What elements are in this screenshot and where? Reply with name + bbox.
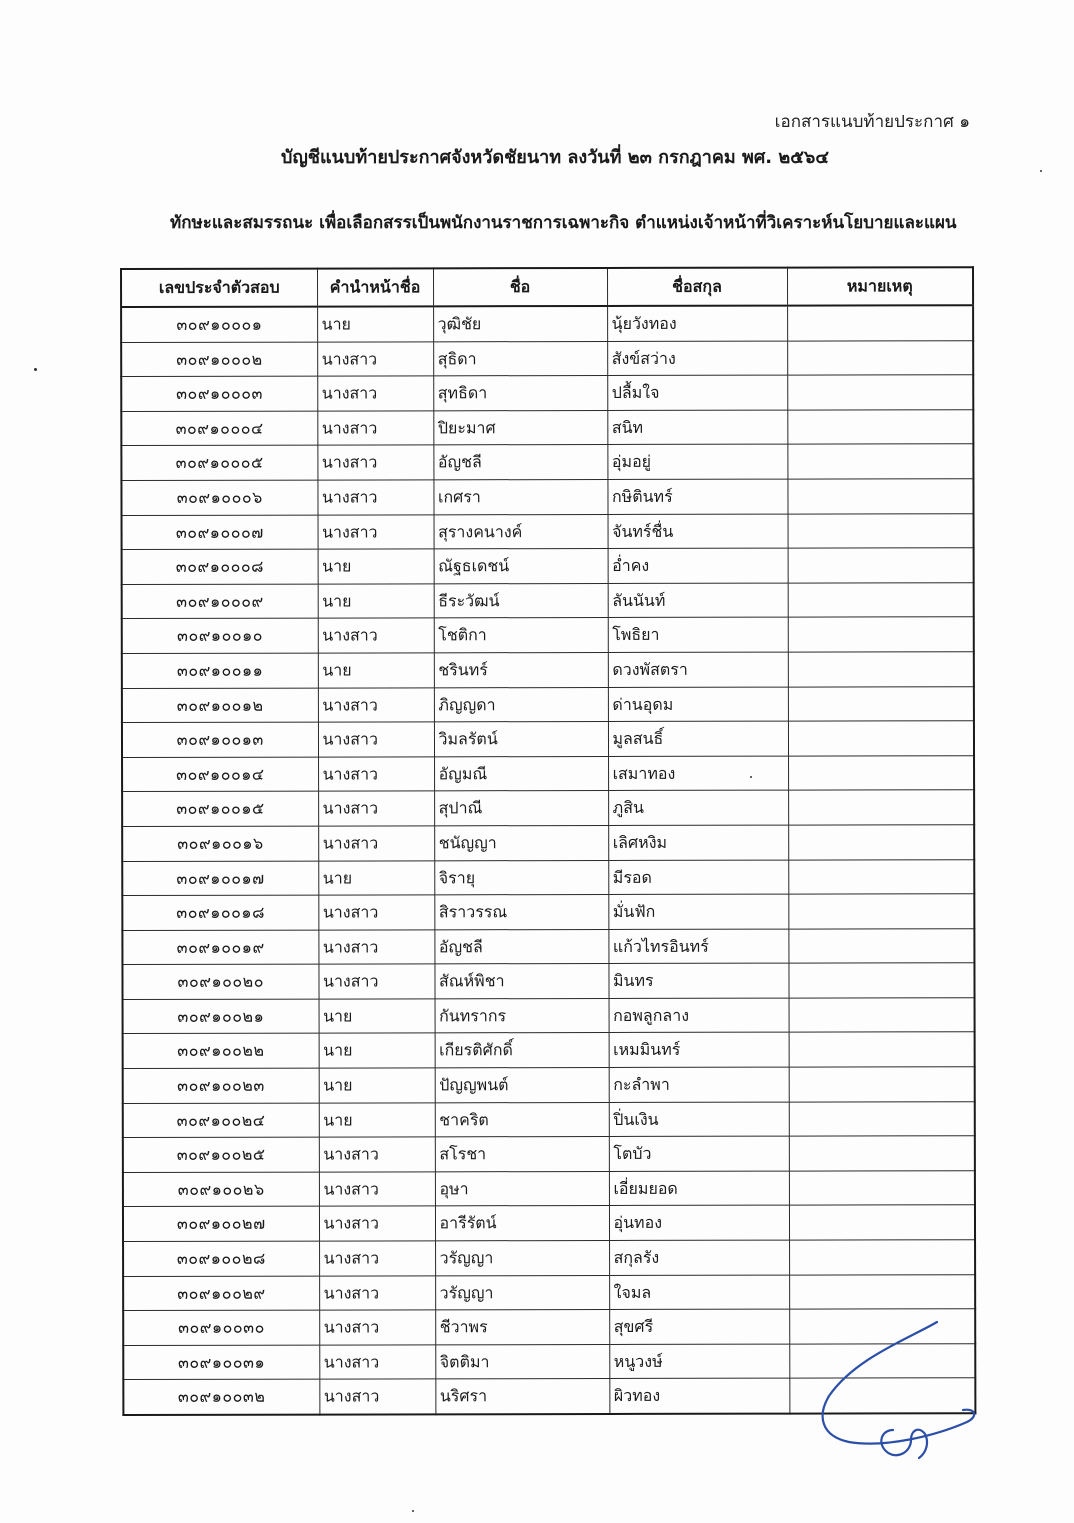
first-name-cell: เกียรติศักดิ์ xyxy=(435,1033,609,1068)
first-name-cell: วิมลรัตน์ xyxy=(434,722,608,757)
first-name-cell: ปิยะมาศ xyxy=(433,410,607,445)
remark-cell xyxy=(789,1136,975,1171)
prefix-cell: นางสาว xyxy=(317,376,433,411)
prefix-cell: นางสาว xyxy=(318,514,434,549)
candidate-table xyxy=(120,266,976,1416)
prefix-cell: นางสาว xyxy=(319,1275,435,1310)
prefix-cell: นางสาว xyxy=(319,1310,435,1345)
first-name-cell: ชาคริต xyxy=(435,1102,609,1137)
last-name-cell: โตบัว xyxy=(609,1136,789,1171)
first-name-cell: จิรายุ xyxy=(434,860,608,895)
exam-id-cell: ๓๐๙๑๐๐๒๗ xyxy=(123,1207,319,1242)
table-row xyxy=(122,825,974,861)
first-name-cell: วรัญญา xyxy=(435,1241,609,1276)
first-name-cell: สัณห์พิชา xyxy=(434,964,608,999)
prefix-cell: นาย xyxy=(319,1102,435,1137)
first-name-cell: วุฒิชัย xyxy=(433,306,607,341)
first-name-cell: สุปาณี xyxy=(434,791,608,826)
remark-cell xyxy=(788,617,974,652)
table-row xyxy=(122,721,974,757)
remark-cell xyxy=(788,963,974,998)
remark-cell xyxy=(788,928,974,963)
exam-id-cell: ๓๐๙๑๐๐๒๔ xyxy=(123,1103,319,1138)
table-row xyxy=(122,582,974,618)
prefix-cell: นางสาว xyxy=(318,791,434,826)
prefix-cell: นางสาว xyxy=(318,722,434,757)
remark-cell xyxy=(789,1101,975,1136)
remark-cell xyxy=(788,755,974,790)
first-name-cell: ธีระวัฒน์ xyxy=(434,583,608,618)
attachment-label: เอกสารแนบท้ายประกาศ ๑ xyxy=(774,112,970,132)
last-name-cell: ผิวทอง xyxy=(609,1379,789,1414)
document-title: บัญชีแนบท้ายประกาศจังหวัดชัยนาท ลงวันที่ ๒๓ กรกฎาคม พศ. ๒๕๖๔ xyxy=(281,147,829,168)
table-row xyxy=(121,340,973,376)
prefix-cell: นางสาว xyxy=(318,964,434,999)
table-row xyxy=(123,1067,975,1103)
table-row xyxy=(121,444,973,480)
exam-id-cell: ๓๐๙๑๐๐๑๓ xyxy=(122,722,318,757)
prefix-cell: นางสาว xyxy=(319,1345,435,1380)
last-name-cell: กษิตินทร์ xyxy=(607,479,787,514)
prefix-cell: นาย xyxy=(317,306,433,341)
remark-cell xyxy=(787,409,973,444)
first-name-cell: เกศรา xyxy=(433,479,607,514)
table-row xyxy=(122,928,974,964)
exam-id-cell: ๓๐๙๑๐๐๒๓ xyxy=(123,1068,319,1103)
first-name-cell: ปัญญพนต์ xyxy=(435,1068,609,1103)
table-row xyxy=(122,652,974,688)
table-row xyxy=(121,305,973,342)
table-row xyxy=(123,1274,975,1310)
last-name-cell: เลิศหงิม xyxy=(608,825,788,860)
last-name-cell: มินทร xyxy=(608,963,788,998)
exam-id-cell: ๓๐๙๑๐๐๑๙ xyxy=(122,930,318,965)
exam-id-cell: ๓๐๙๑๐๐๐๔ xyxy=(121,411,317,446)
first-name-cell: อุษา xyxy=(435,1171,609,1206)
prefix-cell: นาย xyxy=(318,584,434,619)
prefix-cell: นางสาว xyxy=(318,826,434,861)
first-name-cell: สุรางคนางค์ xyxy=(434,514,608,549)
first-name-cell: สิราวรรณ xyxy=(434,895,608,930)
candidate-table-wrapper xyxy=(120,266,974,1416)
remark-cell xyxy=(788,686,974,721)
prefix-cell: นางสาว xyxy=(319,1379,435,1414)
remark-cell xyxy=(788,582,974,617)
table-row xyxy=(123,1101,975,1137)
table-row xyxy=(123,1240,975,1276)
first-name-cell: ภิญญดา xyxy=(434,687,608,722)
first-name-cell: สุธิดา xyxy=(433,341,607,376)
table-row xyxy=(122,686,974,722)
scan-speck xyxy=(412,1510,414,1512)
last-name-cell: สนิท xyxy=(607,410,787,445)
prefix-cell: นางสาว xyxy=(318,687,434,722)
table-row xyxy=(122,894,974,930)
exam-id-cell: ๓๐๙๑๐๐๒๖ xyxy=(123,1172,319,1207)
remark-cell xyxy=(788,859,974,894)
prefix-cell: นางสาว xyxy=(317,411,433,446)
table-row xyxy=(123,1136,975,1172)
last-name-cell: สุขศรี xyxy=(609,1309,789,1344)
prefix-cell: นาย xyxy=(318,860,434,895)
first-name-cell: อารีรัตน์ xyxy=(435,1206,609,1241)
table-row xyxy=(121,409,973,445)
last-name-cell: กะลำพา xyxy=(609,1067,789,1102)
table-row xyxy=(123,1171,975,1207)
table-row xyxy=(123,1032,975,1068)
remark-cell xyxy=(789,1274,975,1309)
exam-id-cell: ๓๐๙๑๐๐๒๕ xyxy=(123,1137,319,1172)
prefix-cell: นางสาว xyxy=(318,930,434,965)
last-name-cell: หนูวงษ์ xyxy=(609,1344,789,1379)
handwritten-signature xyxy=(815,1318,985,1478)
last-name-cell: แก้วไทรอินทร์ xyxy=(608,929,788,964)
exam-id-cell: ๓๐๙๑๐๐๓๒ xyxy=(123,1379,319,1415)
last-name-cell: มูลสนธิ์ xyxy=(608,721,788,756)
exam-id-cell: ๓๐๙๑๐๐๑๗ xyxy=(122,861,318,896)
table-row xyxy=(122,963,974,999)
last-name-cell: ใจมล xyxy=(609,1275,789,1310)
last-name-cell: มีรอด xyxy=(608,860,788,895)
exam-id-cell: ๓๐๙๑๐๐๐๘ xyxy=(122,549,318,584)
prefix-cell: นาย xyxy=(319,999,435,1034)
table-row xyxy=(122,513,974,549)
last-name-cell: สกุลรัง xyxy=(609,1240,789,1275)
exam-id-cell: ๓๐๙๑๐๐๑๑ xyxy=(122,653,318,688)
first-name-cell: สโรชา xyxy=(435,1137,609,1172)
remark-cell xyxy=(788,721,974,756)
prefix-cell: นางสาว xyxy=(319,1137,435,1172)
last-name-cell: ปิ่นเงิน xyxy=(609,1102,789,1137)
exam-id-cell: ๓๐๙๑๐๐๑๕ xyxy=(122,791,318,826)
table-row xyxy=(122,548,974,584)
prefix-cell: นางสาว xyxy=(317,480,433,515)
scan-speck xyxy=(1040,170,1042,172)
exam-id-cell: ๓๐๙๑๐๐๐๑ xyxy=(121,307,317,343)
remark-cell xyxy=(787,479,973,514)
column-header-prefix: คำนำหน้าชื่อ xyxy=(317,268,433,306)
remark-cell xyxy=(788,825,974,860)
prefix-cell: นางสาว xyxy=(317,341,433,376)
remark-cell xyxy=(787,375,973,410)
first-name-cell: อัญมณี xyxy=(434,756,608,791)
first-name-cell: จิตติมา xyxy=(435,1344,609,1379)
last-name-cell: มั่นฟัก xyxy=(608,894,788,929)
remark-cell xyxy=(789,998,975,1033)
remark-cell xyxy=(787,444,973,479)
remark-cell xyxy=(789,1171,975,1206)
prefix-cell: นางสาว xyxy=(319,1206,435,1241)
last-name-cell: นุ้ยวังทอง xyxy=(607,306,787,341)
first-name-cell: อัญชลี xyxy=(433,445,607,480)
remark-cell xyxy=(789,1032,975,1067)
table-header-row xyxy=(121,267,973,307)
first-name-cell: อัญชลี xyxy=(434,929,608,964)
exam-id-cell: ๓๐๙๑๐๐๒๑ xyxy=(123,999,319,1034)
table-row xyxy=(123,1205,975,1241)
remark-cell xyxy=(789,1240,975,1275)
prefix-cell: นางสาว xyxy=(318,618,434,653)
prefix-cell: นาย xyxy=(318,549,434,584)
first-name-cell: กันทรากร xyxy=(435,998,609,1033)
last-name-cell: จันทร์ชื่น xyxy=(608,514,788,549)
prefix-cell: นาย xyxy=(318,653,434,688)
remark-cell xyxy=(788,652,974,687)
last-name-cell: กอพลูกลาง xyxy=(609,998,789,1033)
prefix-cell: นางสาว xyxy=(319,1172,435,1207)
document-subtitle: ทักษะและสมรรถนะ เพื่อเลือกสรรเป็นพนักงานราชการเฉพาะกิจ ตำแหน่งเจ้าหน้าที่วิเคราะห์นโยบายและแผน xyxy=(170,213,957,233)
last-name-cell: โพธิยา xyxy=(608,617,788,652)
table-row xyxy=(122,617,974,653)
exam-id-cell: ๓๐๙๑๐๐๒๐ xyxy=(122,964,318,999)
first-name-cell: วรัญญา xyxy=(435,1275,609,1310)
remark-cell xyxy=(788,513,974,548)
last-name-cell: อุ่นทอง xyxy=(609,1206,789,1241)
remark-cell xyxy=(788,894,974,929)
remark-cell xyxy=(788,790,974,825)
last-name-cell: ด่านอุดม xyxy=(608,687,788,722)
prefix-cell: นาย xyxy=(319,1033,435,1068)
column-header-exam-id: เลขประจำตัวสอบ xyxy=(121,269,317,307)
exam-id-cell: ๓๐๙๑๐๐๐๗ xyxy=(122,515,318,550)
last-name-cell: สังข์สว่าง xyxy=(607,341,787,376)
column-header-first-name: ชื่อ xyxy=(433,268,607,306)
remark-cell xyxy=(788,548,974,583)
exam-id-cell: ๓๐๙๑๐๐๑๖ xyxy=(122,826,318,861)
exam-id-cell: ๓๐๙๑๐๐๐๖ xyxy=(121,480,317,515)
exam-id-cell: ๓๐๙๑๐๐๑๐ xyxy=(122,618,318,653)
prefix-cell: นางสาว xyxy=(319,1241,435,1276)
exam-id-cell: ๓๐๙๑๐๐๒๙ xyxy=(123,1276,319,1311)
column-header-last-name: ชื่อสกุล xyxy=(607,268,787,306)
first-name-cell: ณัฐธเดชน์ xyxy=(434,549,608,584)
exam-id-cell: ๓๐๙๑๐๐๓๐ xyxy=(123,1310,319,1345)
remark-cell xyxy=(789,1067,975,1102)
prefix-cell: นางสาว xyxy=(318,895,434,930)
last-name-cell: ภูสิน xyxy=(608,790,788,825)
first-name-cell: โชติกา xyxy=(434,618,608,653)
first-name-cell: ชีวาพร xyxy=(435,1310,609,1345)
last-name-cell: ปลื้มใจ xyxy=(607,375,787,410)
exam-id-cell: ๓๐๙๑๐๐๑๘ xyxy=(122,895,318,930)
exam-id-cell: ๓๐๙๑๐๐๒๒ xyxy=(123,1034,319,1069)
remark-cell xyxy=(787,305,973,340)
exam-id-cell: ๓๐๙๑๐๐๐๕ xyxy=(121,445,317,480)
exam-id-cell: ๓๐๙๑๐๐๓๑ xyxy=(123,1345,319,1380)
table-row xyxy=(123,998,975,1034)
last-name-cell: เอี่ยมยอด xyxy=(609,1171,789,1206)
scan-speck xyxy=(34,368,37,371)
prefix-cell: นางสาว xyxy=(317,445,433,480)
last-name-cell: อ่ำคง xyxy=(608,548,788,583)
table-row xyxy=(121,375,973,411)
exam-id-cell: ๓๐๙๑๐๐๑๔ xyxy=(122,757,318,792)
exam-id-cell: ๓๐๙๑๐๐๐๙ xyxy=(122,584,318,619)
remark-cell xyxy=(789,1205,975,1240)
remark-cell xyxy=(787,340,973,375)
table-row xyxy=(122,790,974,826)
prefix-cell: นางสาว xyxy=(318,757,434,792)
first-name-cell: ชรินทร์ xyxy=(434,652,608,687)
last-name-cell: เสมาทอง xyxy=(608,756,788,791)
column-header-remark: หมายเหตุ xyxy=(787,267,973,305)
first-name-cell: ชนัญญา xyxy=(434,825,608,860)
exam-id-cell: ๓๐๙๑๐๐๐๒ xyxy=(121,342,317,377)
table-row xyxy=(121,479,973,515)
table-row xyxy=(122,859,974,895)
first-name-cell: สุทธิดา xyxy=(433,376,607,411)
exam-id-cell: ๓๐๙๑๐๐๒๘ xyxy=(123,1241,319,1276)
exam-id-cell: ๓๐๙๑๐๐๑๒ xyxy=(122,688,318,723)
last-name-cell: ลันนันท์ xyxy=(608,583,788,618)
last-name-cell: เหมมินทร์ xyxy=(609,1033,789,1068)
table-body xyxy=(121,305,975,1415)
table-row xyxy=(122,755,974,791)
last-name-cell: ดวงพัสตรา xyxy=(608,652,788,687)
prefix-cell: นาย xyxy=(319,1068,435,1103)
first-name-cell: นริศรา xyxy=(435,1379,609,1414)
scan-speck xyxy=(750,776,752,778)
exam-id-cell: ๓๐๙๑๐๐๐๓ xyxy=(121,376,317,411)
last-name-cell: อุ่มอยู่ xyxy=(607,444,787,479)
